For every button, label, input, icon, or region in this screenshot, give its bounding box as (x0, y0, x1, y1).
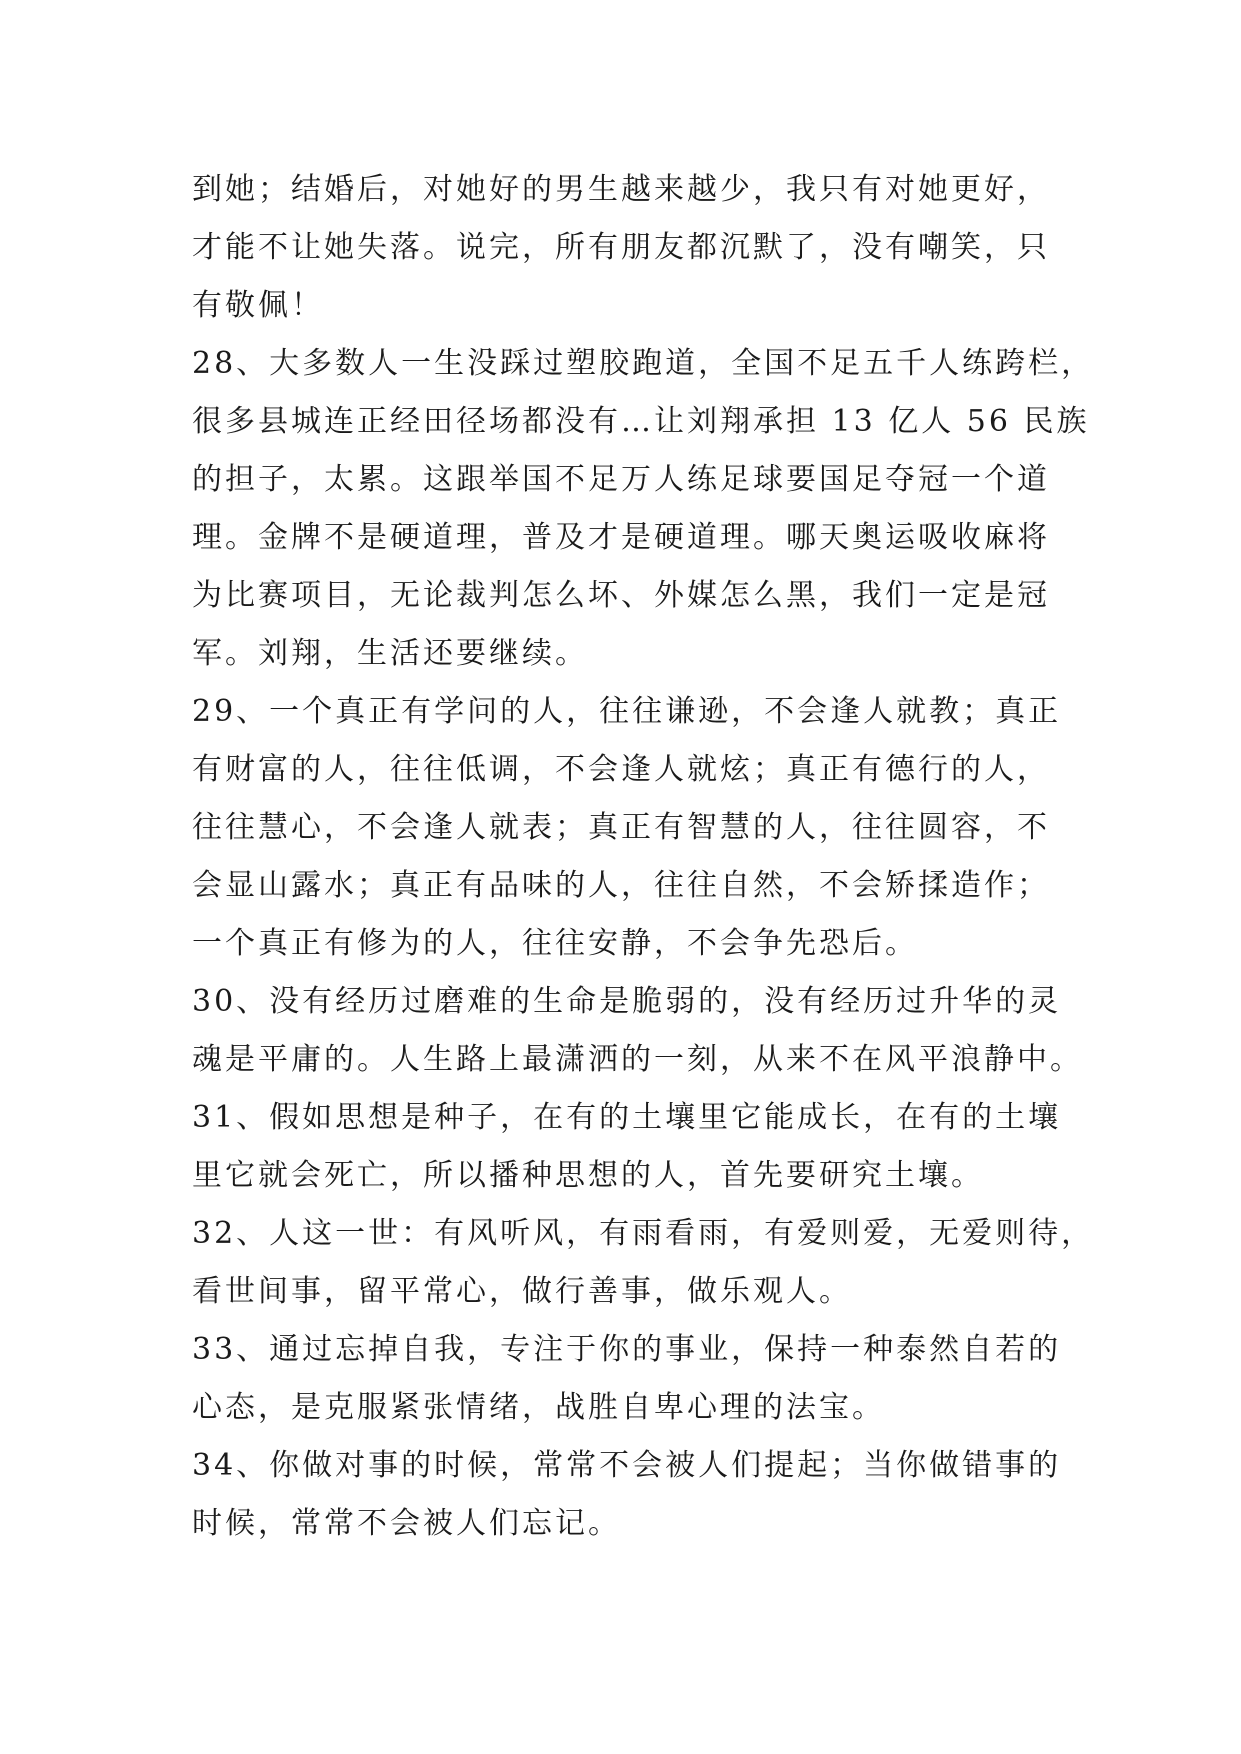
text-line: 一个真正有修为的人，往往安静，不会争先恐后。 (192, 926, 918, 961)
text-line: 心态，是克服紧张情绪，战胜自卑心理的法宝。 (192, 1390, 885, 1425)
text-line: 魂是平庸的。人生路上最潇洒的一刻，从来不在风平浪静中。 (192, 1042, 1083, 1077)
text-line: 29、一个真正有学问的人，往往谦逊，不会逢人就教；真正 (192, 694, 1062, 729)
text-line: 往往慧心，不会逢人就表；真正有智慧的人，往往圆容，不 (192, 810, 1050, 845)
text-line: 28、大多数人一生没踩过塑胶跑道，全国不足五千人练跨栏， (192, 346, 1095, 381)
text-line: 32、人这一世：有风听风，有雨看雨，有爱则爱，无爱则待， (192, 1216, 1095, 1251)
text-line: 33、通过忘掉自我，专注于你的事业，保持一种泰然自若的 (192, 1332, 1062, 1367)
text-line: 看世间事，留平常心，做行善事，做乐观人。 (192, 1274, 852, 1309)
text-line: 会显山露水；真正有品味的人，往往自然，不会矫揉造作； (192, 868, 1050, 903)
text-line: 才能不让她失落。说完，所有朋友都沉默了，没有嘲笑，只 (192, 230, 1050, 265)
text-line: 到她；结婚后，对她好的男生越来越少，我只有对她更好， (192, 172, 1050, 207)
text-line: 有财富的人，往往低调，不会逢人就炫；真正有德行的人， (192, 752, 1050, 787)
text-line: 理。金牌不是硬道理，普及才是硬道理。哪天奥运吸收麻将 (192, 520, 1050, 555)
text-line: 有敬佩！ (192, 288, 324, 323)
text-line: 里它就会死亡，所以播种思想的人，首先要研究土壤。 (192, 1158, 984, 1193)
text-line: 为比赛项目，无论裁判怎么坏、外媒怎么黑，我们一定是冠 (192, 578, 1050, 613)
text-line: 很多县城连正经田径场都没有…让刘翔承担 13 亿人 56 民族 (192, 404, 1090, 439)
text-line: 的担子，太累。这跟举国不足万人练足球要国足夺冠一个道 (192, 462, 1050, 497)
text-line: 时候，常常不会被人们忘记。 (192, 1506, 621, 1541)
text-line: 军。刘翔，生活还要继续。 (192, 636, 588, 671)
text-line: 34、你做对事的时候，常常不会被人们提起；当你做错事的 (192, 1448, 1062, 1483)
document-body (192, 161, 1095, 1553)
text-line: 31、假如思想是种子，在有的土壤里它能成长，在有的土壤 (192, 1100, 1062, 1135)
text-line: 30、没有经历过磨难的生命是脆弱的，没有经历过升华的灵 (192, 984, 1062, 1019)
